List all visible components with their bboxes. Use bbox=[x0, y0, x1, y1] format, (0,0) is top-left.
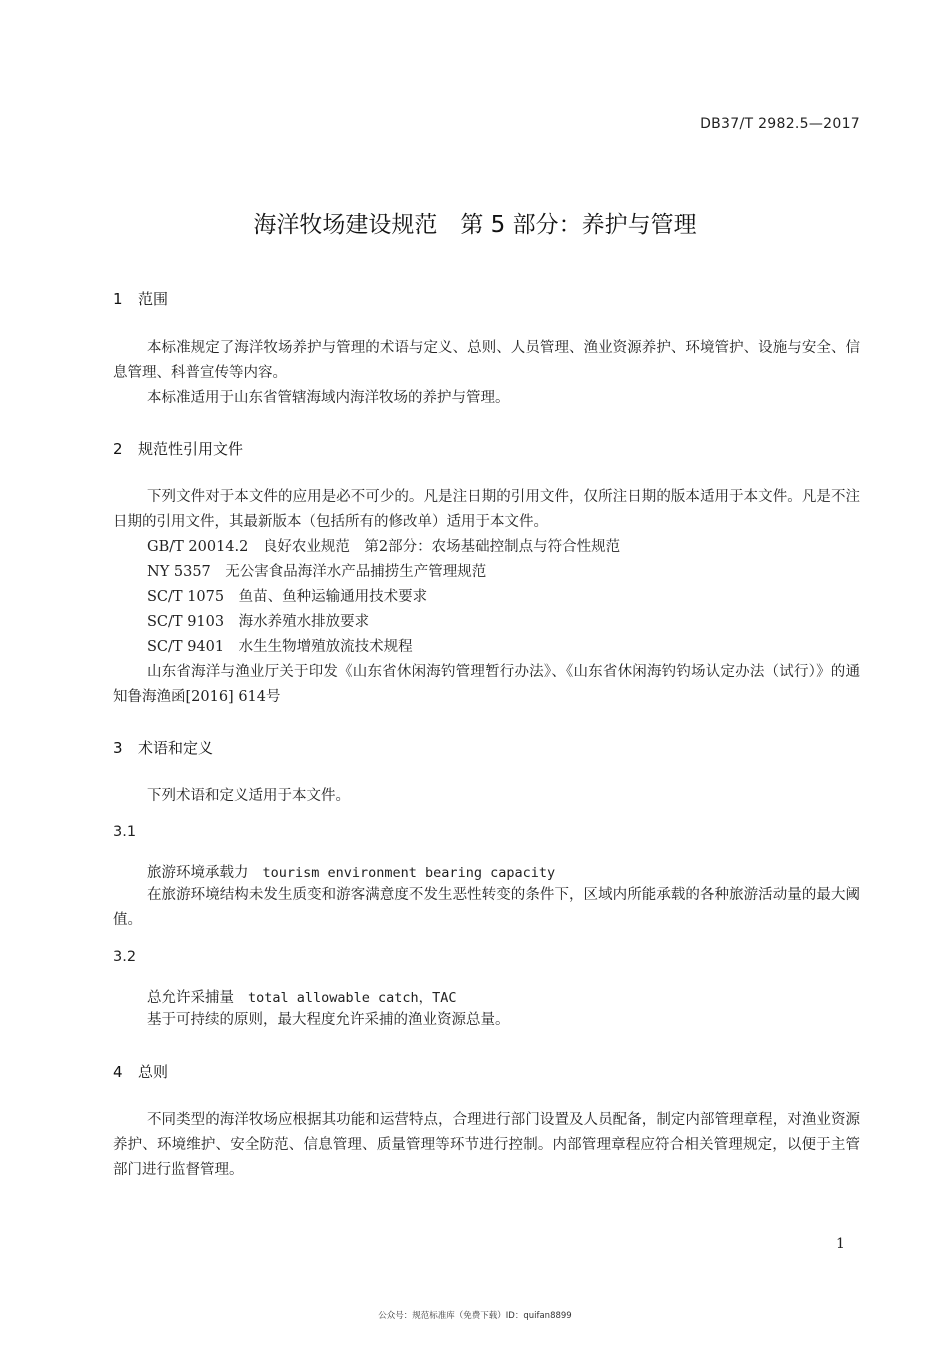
document-title: 海洋牧场建设规范 第 5 部分：养护与管理 bbox=[253, 212, 697, 238]
reference-item: SC/T 1075 鱼苗、鱼种运输通用技术要求 bbox=[147, 589, 428, 605]
term-definition: 在旅游环境结构未发生质变和游客满意度不发生恶性转变的条件下，区域内所能承载的各种旅游活动量的最大阈值。 bbox=[113, 887, 860, 928]
term-zh: 总允许采捕量 bbox=[147, 990, 234, 1006]
reference-item: GB/T 20014.2 良好农业规范 第2部分：农场基础控制点与符合性规范 bbox=[147, 539, 621, 555]
term-number: 3.1 bbox=[113, 824, 137, 840]
reference-item: SC/T 9401 水生生物增殖放流技术规程 bbox=[147, 639, 413, 655]
section-title: 规范性引用文件 bbox=[138, 440, 244, 458]
section-number: 2 bbox=[113, 440, 123, 458]
term-definition: 基于可持续的原则，最大程度允许采捕的渔业资源总量。 bbox=[147, 1012, 510, 1028]
term-en: tourism environment bearing capacity bbox=[262, 865, 556, 881]
section-number: 4 bbox=[113, 1063, 123, 1081]
term-heading bbox=[147, 861, 555, 882]
section-number: 3 bbox=[113, 739, 123, 757]
section-1-paragraph-2: 本标准适用于山东省管辖海域内海洋牧场的养护与管理。 bbox=[147, 390, 510, 406]
section-4-paragraph-1: 不同类型的海洋牧场应根据其功能和运营特点，合理进行部门设置及人员配备，制定内部管理章程，对渔业资源养护、环境维护、安全防范、信息管理、质量管理等环节进行控制。内部管理章程应符合相关管理规定，以便于主管部门进行监督管理。 bbox=[113, 1112, 860, 1178]
section-title: 术语和定义 bbox=[138, 739, 214, 757]
section-1-paragraph-1: 本标准规定了海洋牧场养护与管理的术语与定义、总则、人员管理、渔业资源养护、环境管护、设施与安全、信息管理、科普宣传等内容。 bbox=[113, 340, 860, 381]
section-2-paragraph-1: 下列文件对于本文件的应用是必不可少的。凡是注日期的引用文件，仅所注日期的版本适用于本文件。凡是不注日期的引用文件，其最新版本（包括所有的修改单）适用于本文件。 bbox=[113, 489, 860, 530]
section-3-intro: 下列术语和定义适用于本文件。 bbox=[147, 788, 350, 804]
page-number: 1 bbox=[836, 1236, 845, 1252]
section-number: 1 bbox=[113, 290, 123, 308]
section-4-heading bbox=[113, 1061, 168, 1082]
section-3-heading bbox=[113, 737, 213, 758]
section-2-paragraph-last: 山东省海洋与渔业厅关于印发《山东省休闲海钓管理暂行办法》、《山东省休闲海钓钓场认定办法（试行）》的通知鲁海渔函[2016] 614号 bbox=[113, 664, 860, 705]
term-heading bbox=[147, 986, 457, 1007]
section-title: 总则 bbox=[138, 1063, 169, 1081]
reference-item: NY 5357 无公害食品海洋水产品捕捞生产管理规范 bbox=[147, 564, 487, 580]
footer-note: 公众号：规范标准库（免费下载）ID：quifan8899 bbox=[378, 1311, 572, 1321]
document-code: DB37/T 2982.5—2017 bbox=[700, 116, 860, 132]
term-en: total allowable catch，TAC bbox=[248, 990, 457, 1006]
section-title: 范围 bbox=[138, 290, 169, 308]
term-zh: 旅游环境承载力 bbox=[147, 865, 249, 881]
section-1-heading bbox=[113, 288, 168, 309]
reference-item: SC/T 9103 海水养殖水排放要求 bbox=[147, 614, 370, 630]
term-number: 3.2 bbox=[113, 949, 137, 965]
section-2-heading bbox=[113, 438, 243, 459]
